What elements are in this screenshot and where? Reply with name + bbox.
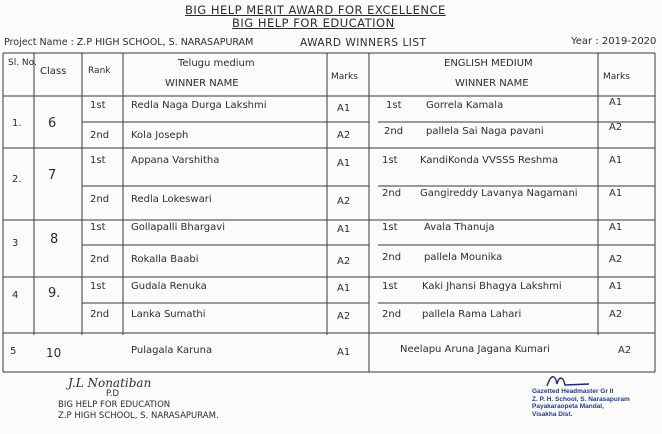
telugu-marks: A2	[337, 130, 351, 141]
rank-label: 2nd	[90, 309, 110, 320]
telugu-marks: A1	[337, 347, 351, 358]
english-marks: A1	[609, 222, 623, 233]
row-sl-no: 5	[10, 346, 17, 357]
column-header-winner-name-english: WINNER NAME	[455, 78, 529, 89]
column-header-sl-no: Sl. No.	[8, 58, 37, 68]
row-class: 6	[48, 116, 57, 131]
english-rank-label: 1st	[382, 155, 398, 166]
column-header-class: Class	[40, 66, 67, 77]
left-signature-block	[58, 378, 219, 422]
english-winner-name: Gangireddy Lavanya Nagamani	[420, 188, 578, 199]
document-subtitle: BIG HELP FOR EDUCATION	[232, 16, 395, 30]
row-sl-no: 2.	[12, 174, 22, 185]
english-marks: A1	[609, 281, 623, 292]
telugu-marks: A1	[337, 224, 351, 235]
english-rank-label: 1st	[382, 222, 398, 233]
telugu-winner-name: Redla Naga Durga Lakshmi	[131, 100, 267, 111]
rank-label: 2nd	[90, 130, 110, 141]
telugu-marks: A2	[337, 196, 351, 207]
stamp-line: Payakaraopeta Mandal,	[532, 403, 604, 410]
english-medium-heading: ENGLISH MEDIUM	[444, 58, 533, 69]
project-name: Project Name : Z.P HIGH SCHOOL, S. NARASAPURAM	[4, 37, 254, 48]
telugu-marks: A1	[337, 103, 351, 114]
stamp-line: Gazetted Headmaster Gr II	[532, 388, 614, 395]
stamp-line: Z. P. H. School, S. Narasapuram	[532, 395, 630, 403]
rank-label: 1st	[90, 281, 106, 292]
rank-label: 2nd	[90, 194, 110, 205]
signature: J.L Nonatiban	[68, 376, 152, 390]
row-class: 10	[46, 346, 62, 360]
signatory-designation: P.D	[106, 389, 120, 399]
row-sl-no: 1.	[12, 118, 22, 129]
column-header-marks-english: Marks	[603, 72, 630, 82]
english-winner-name: pallela Mounika	[424, 252, 503, 263]
telugu-winner-name: Lanka Sumathi	[131, 309, 206, 320]
telugu-marks: A1	[337, 283, 351, 294]
english-marks: A1	[609, 155, 623, 166]
english-rank-label: 2nd	[382, 309, 402, 320]
telugu-marks: A1	[337, 158, 351, 169]
english-rank-label: 2nd	[384, 126, 404, 137]
english-marks: A2	[609, 122, 623, 133]
english-winner-name: Kaki Jhansi Bhagya Lakshmi	[422, 281, 562, 292]
telugu-winner-name: Gudala Renuka	[131, 281, 207, 292]
english-winner-name: pallela Sai Naga pavani	[426, 126, 544, 137]
signatory-school: Z.P HIGH SCHOOL, S. NARASAPURAM.	[58, 411, 219, 421]
academic-year: Year : 2019-2020	[571, 36, 657, 47]
english-winner-name: KandiKonda VVSSS Reshma	[420, 155, 559, 166]
english-marks: A2	[609, 254, 623, 265]
row-class: 7	[48, 168, 57, 183]
telugu-winner-name: Rokalla Baabi	[131, 254, 199, 265]
english-winner-name: Gorrela Kamala	[426, 100, 504, 111]
english-marks: A2	[618, 345, 632, 356]
list-title: AWARD WINNERS LIST	[300, 37, 427, 49]
row-sl-no: 4	[12, 290, 19, 301]
signatory-organisation: BIG HELP FOR EDUCATION	[58, 400, 171, 410]
english-winner-name: pallela Rama Lahari	[422, 309, 522, 320]
rank-label: 2nd	[90, 254, 110, 265]
telugu-winner-name: Kola Joseph	[131, 130, 189, 141]
telugu-winner-name: Appana Varshitha	[131, 155, 220, 166]
row-sl-no: 3	[12, 238, 19, 249]
english-marks: A1	[609, 188, 623, 199]
column-header-winner-name-telugu: WINNER NAME	[165, 78, 239, 89]
english-winner-name: Avala Thanuja	[424, 222, 495, 233]
row-class: 8	[50, 232, 59, 247]
english-marks: A1	[609, 97, 623, 108]
telugu-winner-name: Pulagala Karuna	[131, 345, 213, 356]
telugu-marks: A2	[337, 256, 351, 267]
english-rank-label: 2nd	[382, 188, 402, 199]
telugu-medium-heading: Telugu medium	[178, 58, 255, 69]
rank-label: 1st	[90, 155, 106, 166]
rank-label: 1st	[90, 222, 106, 233]
column-header-marks-telugu: Marks	[331, 72, 358, 82]
english-winner-name: Neelapu Aruna Jagana Kumari	[400, 344, 550, 355]
column-header-rank: Rank	[88, 66, 111, 76]
headmaster-stamp	[532, 388, 630, 418]
row-class: 9.	[48, 286, 61, 301]
telugu-winner-name: Gollapalli Bhargavi	[131, 222, 225, 233]
english-rank-label: 2nd	[382, 252, 402, 263]
document-title: BIG HELP MERIT AWARD FOR EXCELLENCE	[185, 3, 446, 17]
telugu-marks: A2	[337, 311, 351, 322]
rank-label: 1st	[90, 100, 106, 111]
stamp-line: Visakha Dist.	[532, 410, 573, 418]
english-marks: A2	[609, 309, 623, 320]
english-rank-label: 1st	[386, 100, 402, 111]
telugu-winner-name: Redla Lokeswari	[131, 194, 212, 205]
english-rank-label: 1st	[382, 281, 398, 292]
